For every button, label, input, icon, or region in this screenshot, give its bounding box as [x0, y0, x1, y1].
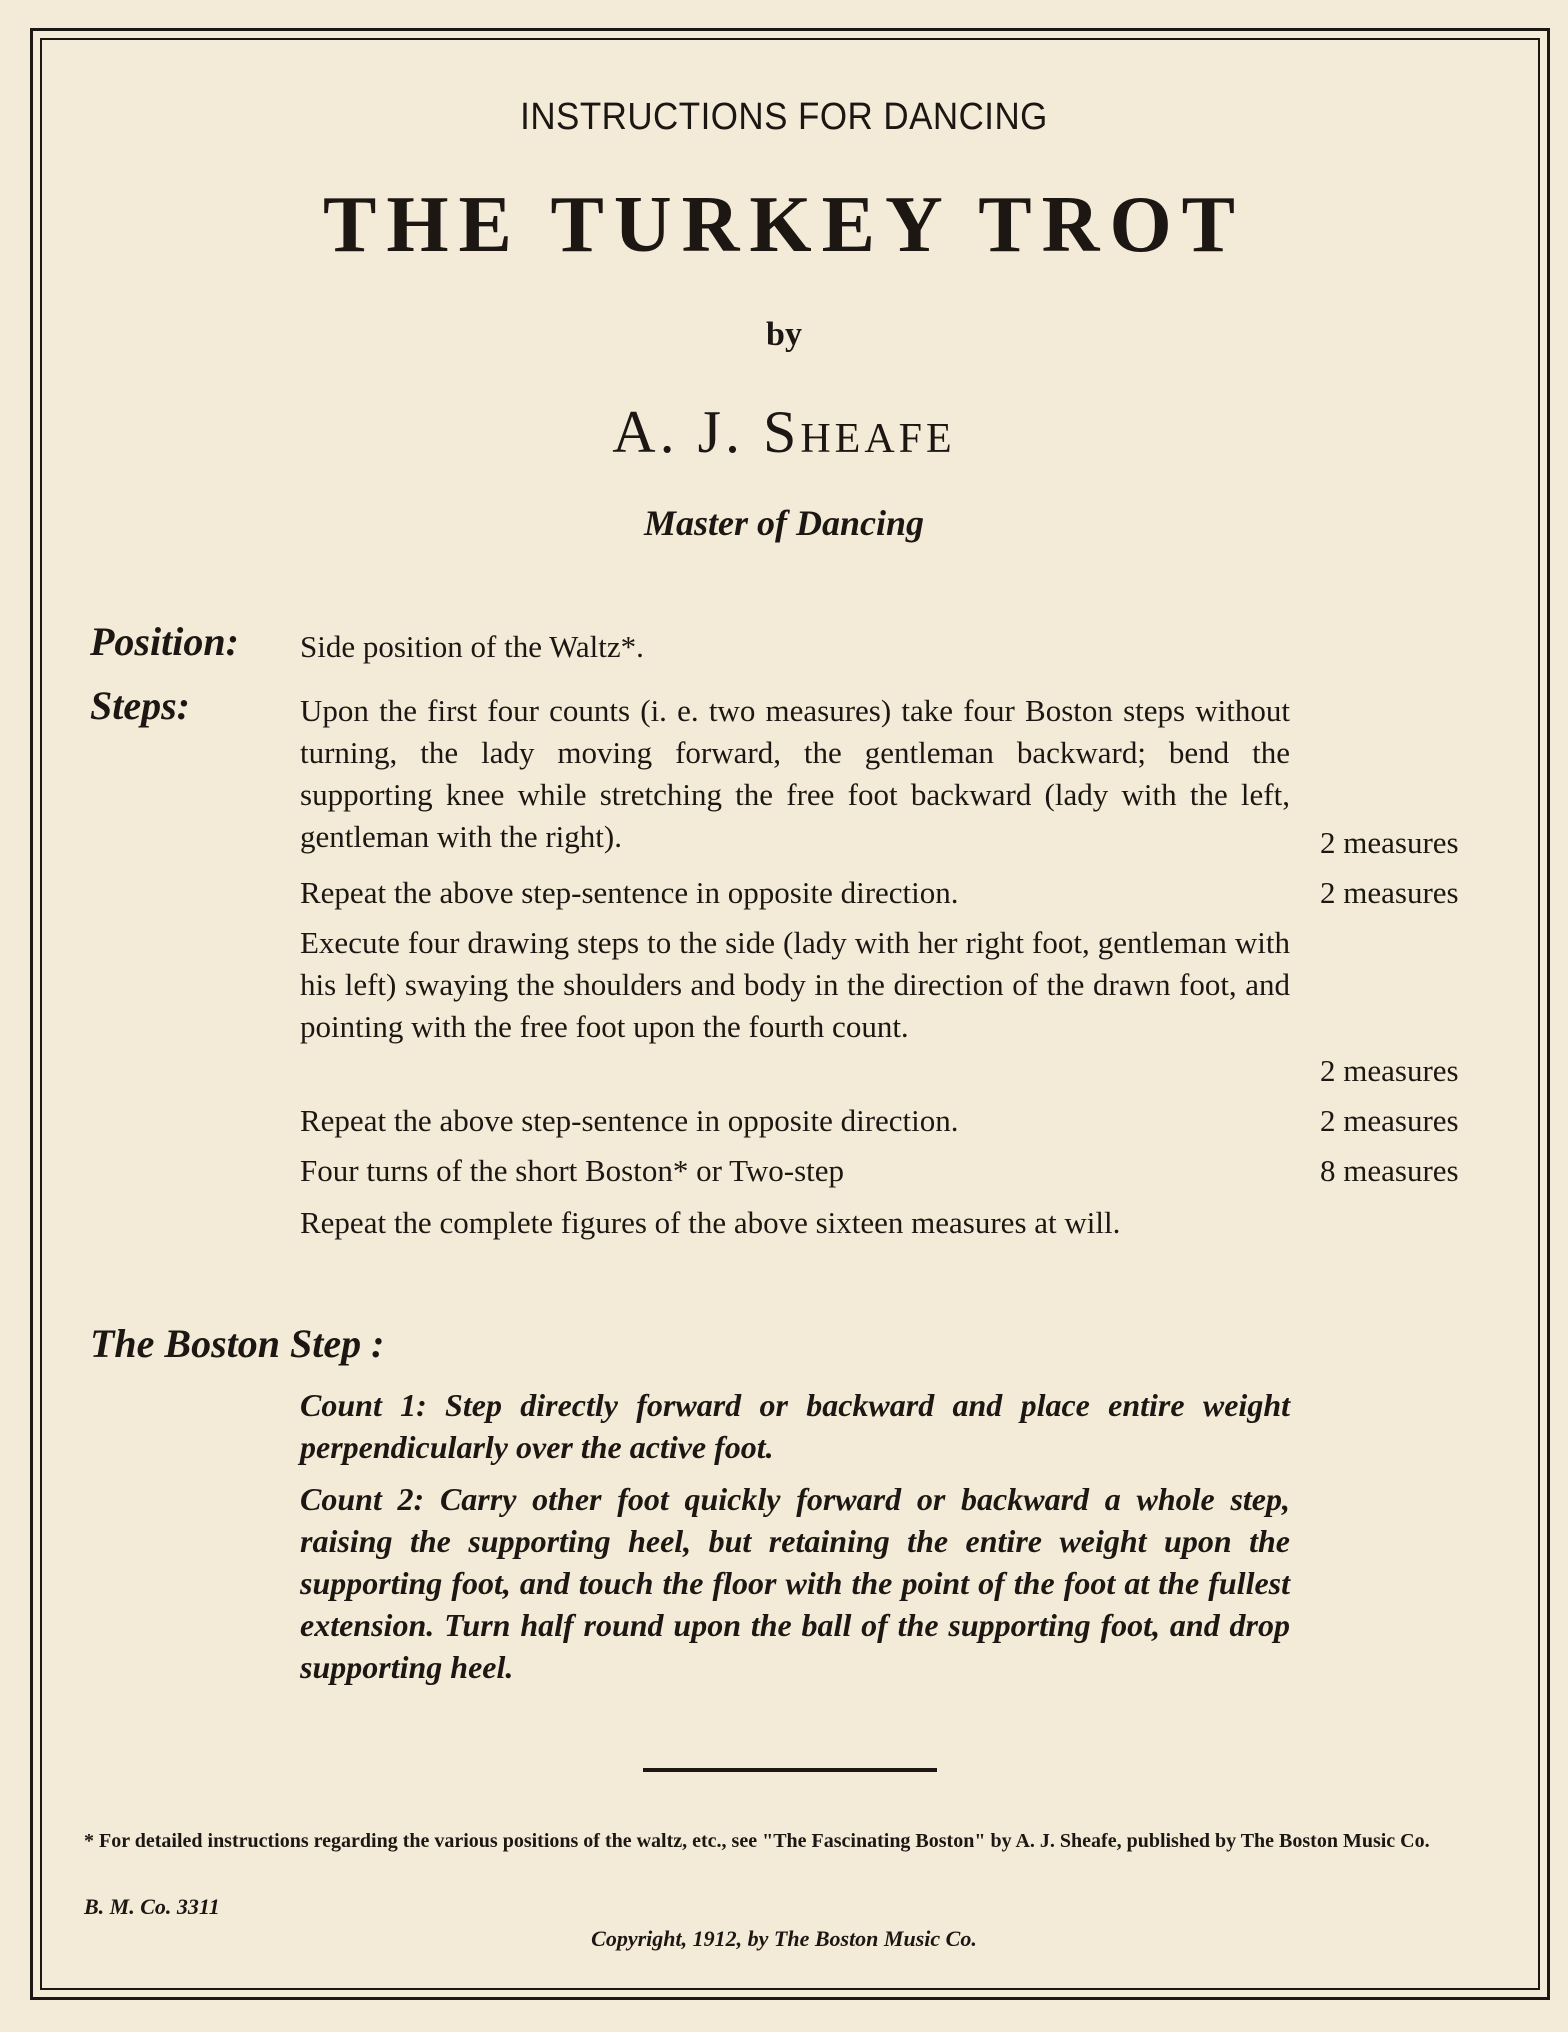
step-measure-1: 2 measures — [1320, 825, 1459, 860]
author-name: A. J. Sheafe — [612, 399, 956, 465]
boston-count-1: Count 1: Step directly forward or backward and place entire weight perpendicularly over the active foot. — [300, 1387, 1290, 1465]
boston-step-label: The Boston Step : — [90, 1321, 385, 1366]
step-measure-5: 8 measures — [1320, 1153, 1459, 1188]
copyright: Copyright, 1912, by The Boston Music Co. — [591, 1926, 977, 1951]
step-item-6: Repeat the complete figures of the above sixteen measures at will. — [300, 1205, 1121, 1240]
step-measure-4: 2 measures — [1320, 1103, 1459, 1138]
step-measure-3: 2 measures — [1320, 1053, 1459, 1088]
step-item-1: Upon the first four counts (i. e. two measures) take four Boston steps without turning, the lady moving forward, the gentleman backward; bend the supporting knee while stretching the free foot backward (lady with the left, gentleman with the right). — [300, 693, 1290, 854]
step-item-4: Repeat the above step-sentence in opposite direction. — [300, 1103, 959, 1138]
step-measure-2: 2 measures — [1320, 875, 1459, 910]
byline: by — [766, 316, 802, 353]
position-label: Position: — [90, 619, 239, 664]
header-kicker: INSTRUCTIONS FOR DANCING — [520, 96, 1048, 138]
step-item-3: Execute four drawing steps to the side (lady with her right foot, gentleman with his left) swaying the shoulders and body in the direction of the drawn foot, and pointing with the free foot upon the fourth count. — [300, 925, 1290, 1044]
footnote: * For detailed instructions regarding the various positions of the waltz, etc., see "The Fascinating Boston" by A. J. Sheafe, published by The Boston Music Co. — [84, 1830, 1430, 1852]
position-text: Side position of the Waltz*. — [300, 629, 644, 664]
author-role: Master of Dancing — [643, 503, 925, 543]
boston-count-2: Count 2: Carry other foot quickly forward or backward a whole step, raising the supporting heel, but retaining the entire weight upon the supporting foot, and touch the floor with the point of the foot at the fullest extension. Turn half round upon the ball of the supporting foot, and drop supporting heel. — [300, 1481, 1290, 1685]
page-title: THE TURKEY TROT — [322, 181, 1246, 269]
divider-rule — [643, 1768, 937, 1772]
step-item-2: Repeat the above step-sentence in opposite direction. — [300, 875, 959, 910]
steps-label: Steps: — [90, 683, 190, 728]
step-item-5: Four turns of the short Boston* or Two-step — [300, 1153, 845, 1188]
catalog-code: B. M. Co. 3311 — [84, 1894, 220, 1919]
